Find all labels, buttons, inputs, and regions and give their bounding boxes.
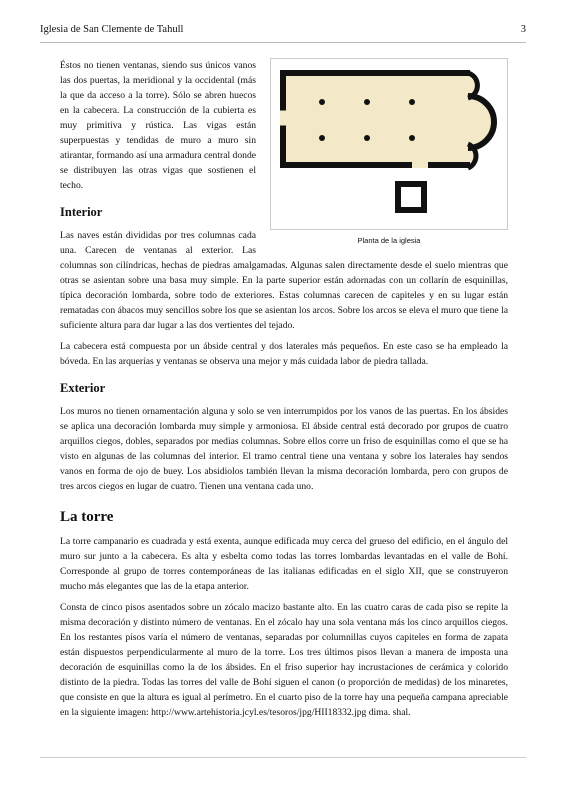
interior-paragraph-2: La cabecera está compuesta por un ábside central y dos laterales más pequeños. En este caso se ha empleado la bóveda. En las arquerías y ventanas se observa una mejor y más cuidada labor de piedra tallada. [60,341,508,367]
page-number: 3 [520,24,526,35]
torre-heading: La torre [60,509,114,525]
exterior-heading: Exterior [60,381,106,395]
footer-rule [40,757,526,758]
column [409,99,415,105]
column [409,135,415,141]
column [364,135,370,141]
tower [398,184,424,210]
interior-heading: Interior [60,205,103,219]
interior-paragraph-1: Las naves están divididas por tres columnas cada una. Carecen de ventanas al exterior. Las columnas son cilíndricas, hechas de piedras amalgamadas. Algunas salen directamente desde el suelo mientras que otras se asientan sobre una basa muy simple. En la parte superior están adornadas con un collarín de esquinillas, típica decoración lombarda, sobre todo de exteriores. Estas columnas carecen de capiteles y en su lugar están rematadas con ábacos muy sencillos sobre los que se asientan los arcos. Sobre los arcos se eleva el muro que tiene la suficiente altura para dar lugar a las dos vertientes del tejado. [60,230,508,331]
torre-paragraph-1: La torre campanario es cuadrada y está exenta, aunque edificada muy cerca del grueso del edificio, en el ángulo del muro sur junto a la cabecera. Es alta y esbelta como todas las torres lombardas levantadas en el valle de Bohí. Corresponde al grupo de torres contemporáneas de las italianas edificadas en el siglo XII, que se construyeron mucho más elegantes que las de la etapa anterior. [60,536,508,592]
figure-caption: Planta de la iglesia [357,236,421,245]
torre-paragraph-2: Consta de cinco pisos asentados sobre un zócalo macizo bastante alto. En las cuatro caras de cada piso se repite la misma decoración y distinto número de ventanas. En el zócalo hay una sola ventana más los cinco arquillos ciegos. En los restantes pisos varía el número de ventanas, separadas por columnillas cuyos capiteles en forma de zapata están dispuestos perpendicularmente al muro de la torre. Los tres últimos pisos llevan a manera de imposta una decoración de esquinillas como la de los ábsides. En el friso superior hay incrustaciones de cerámica y colorido distinto de la piedra. Todas las torres del valle de Bohí siguen el canon (o proporción de medidas) de los minaretes, que consiste en que la altura es igual al perímetro. En el cuarto piso de la torre hay una pequeña campana apreciable en la siguiente imagen: http://www.artehistoria.jcyl.es/tesoros/jpg/HII18332.jpg dima. shal. [60,602,508,718]
intro-paragraph: Éstos no tienen ventanas, siendo sus únicos vanos las dos puertas, la meridional y la occidental (más la que da acceso a la torre). Sólo se abren huecos en la cabecera. La construcción de la cubierta es muy primitiva y rústica. Las vigas están superpuestas y tendidas de muro a muro sin atirantar, formando así una armadura central donde se distribuyen las otras vigas que sostienen el techo. [60,60,256,191]
column [364,99,370,105]
north-wall [280,70,470,76]
nave-floor [280,74,470,164]
column [319,135,325,141]
header-rule [40,42,526,43]
church-floor-plan [270,58,508,230]
document-title: Iglesia de San Clemente de Tahull [40,24,184,35]
exterior-paragraph-1: Los muros no tienen ornamentación alguna y solo se ven interrumpidos por los vanos de las puertas. En los ábsides se aplica una decoración lombarda muy simple y armoniosa. El ábside central está decorado por grupos de cuatro arquillos ciegos, dobles, separados por medias columnas. Sobre ellos corre un friso de esquinillas como el que se ha visto en algunas de las columnas del interior. El tramo central tiene una ventana y sobre los laterales hay sendos vanos en forma de ojo de buey. Los absidiolos también llevan la misma decoración lombarda, pero con grupos de tres arcos ciegos en lugar de cuatro. Tienen una ventana cada uno. [60,406,508,492]
south-door [412,162,428,168]
page-body [60,58,508,726]
floor-plan-figure [270,58,508,244]
south-wall [280,162,470,168]
west-door [280,110,286,126]
column [319,99,325,105]
page-header [40,24,526,40]
